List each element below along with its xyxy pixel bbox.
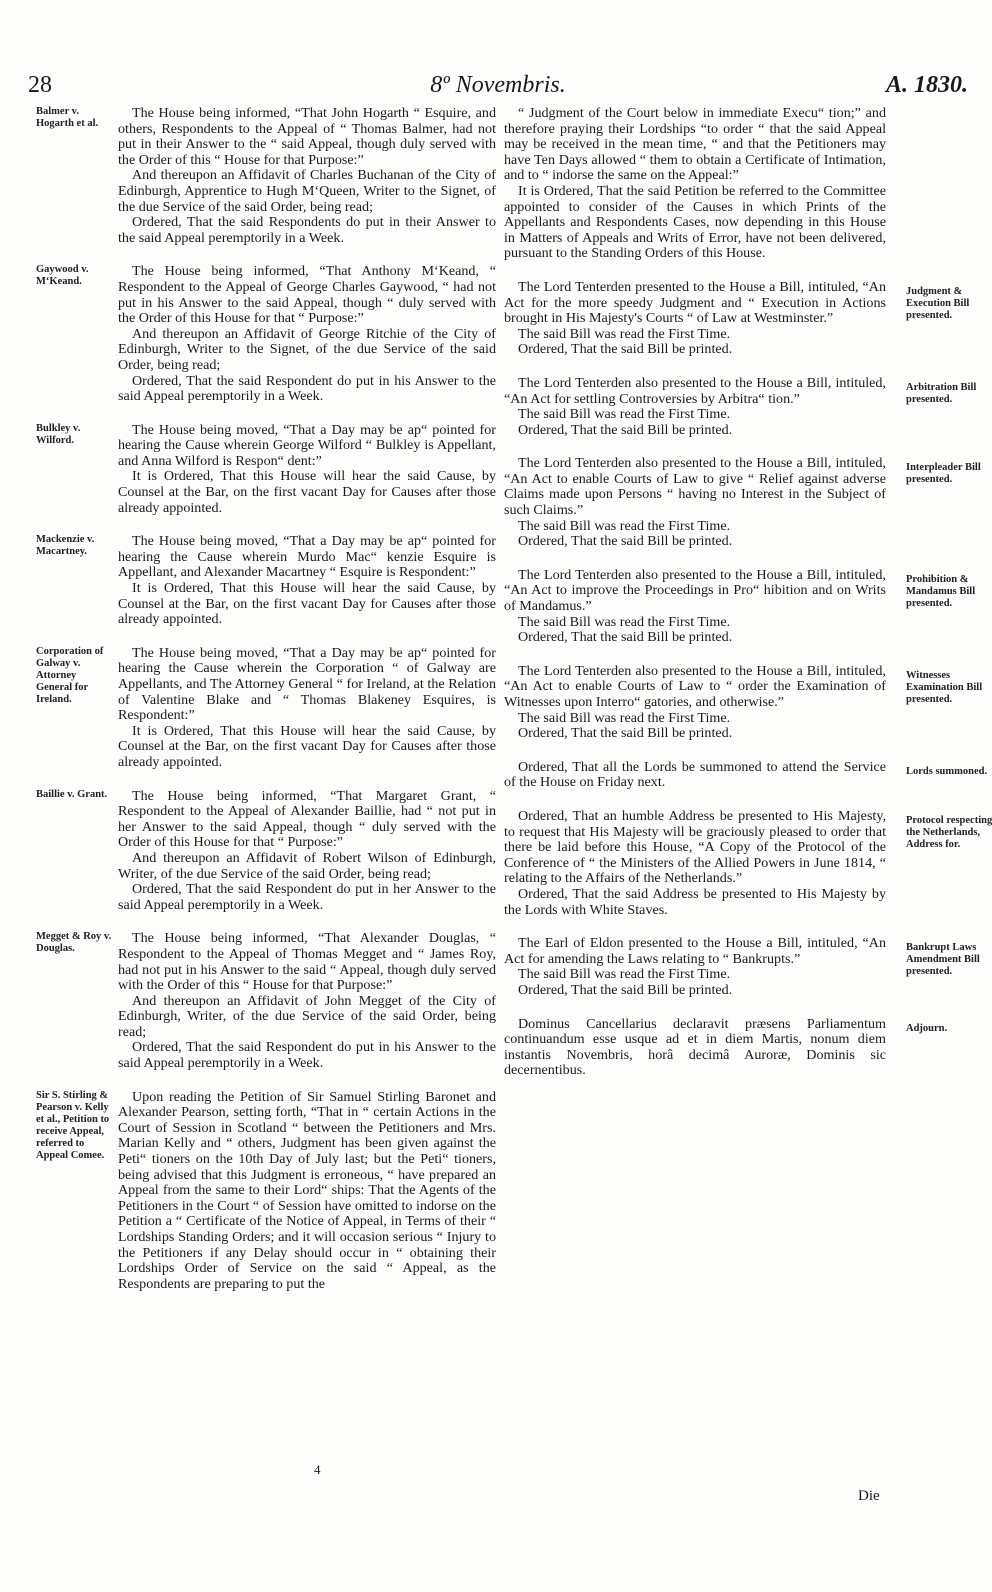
page-date: 8º Novembris. bbox=[430, 72, 566, 98]
signature-mark: 4 bbox=[314, 1462, 321, 1477]
margin-note: Gaywood v. M‘Keand. bbox=[36, 264, 89, 288]
journal-entry bbox=[504, 1015, 948, 1079]
entry-paragraph: The House being informed, “That Margaret Grant, “ Respondent to the Appeal of Alexander Baillie, had “ not put in her Answer to the said Appeal, though “ duly served with the Order of this House for that “ Purpose:” bbox=[118, 787, 496, 851]
entry-paragraph: The said Bill was read the First Time. bbox=[518, 709, 731, 726]
left-column bbox=[36, 105, 496, 1310]
journal-entry bbox=[504, 807, 992, 918]
entry-paragraph: Ordered, That an humble Address be presented to His Majesty, to request that His Majesty will be graciously pleased to order that there be laid before this House, “A Copy of the Protocol of the Conference of “ the Ministers of the Allied Powers in June 1814, “ relating to the Affairs of the Netherlands.” bbox=[504, 807, 886, 887]
entry-paragraph: The Lord Tenterden also presented to the House a Bill, intituled, “An Act to enable Courts of Law to “ order the Examination of Witnesses upon Interro“ gatories, and otherwise.” bbox=[504, 662, 886, 710]
entry-paragraph: The said Bill was read the First Time. bbox=[518, 406, 731, 423]
entry-paragraph: The House being informed, “That Alexander Douglas, “ Respondent to the Appeal of Thomas Megget and “ James Roy, had not put in his Answer to the said “ Appeal, though duly served with the Order of this “ House for that Purpose:” bbox=[118, 930, 496, 994]
entry-paragraph: And thereupon an Affidavit of George Ritchie of the City of Edinburgh, Writer to the Signet, of the due Service of the said Order, being read; bbox=[118, 325, 496, 373]
journal-entry bbox=[504, 935, 980, 998]
page-number: 28 bbox=[28, 72, 52, 98]
entry-paragraph: It is Ordered, That the said Petition be referred to the Committee appointed to consider of the Causes in which Prints of the Appellants and Respondents Cases, now depending in this House in Matters of Appeals and Writs of Error, have not been delivered, pursuant to the Standing Orders of this House. bbox=[504, 182, 886, 262]
catchword: Die bbox=[858, 1488, 880, 1504]
journal-entry bbox=[36, 930, 496, 1072]
entry-paragraph: It is Ordered, That this House will hear the said Cause, by Counsel at the Bar, on the first vacant Day for Causes after those already appointed. bbox=[118, 468, 496, 516]
entry-paragraph: The said Bill was read the First Time. bbox=[518, 966, 731, 983]
journal-entry bbox=[504, 278, 970, 358]
entry-paragraph: The House being moved, “That a Day may be ap“ pointed for hearing the Cause wherein George Wilford “ Bulkley is Appellant, and Anna Wilford is Respon“ dent:” bbox=[118, 421, 496, 469]
journal-entry bbox=[504, 106, 886, 262]
journal-entry bbox=[504, 566, 976, 646]
margin-note: Mackenzie v. Macartney. bbox=[36, 534, 95, 558]
margin-note: Balmer v. Hogarth et al. bbox=[36, 106, 99, 129]
entry-paragraph: The said Bill was read the First Time. bbox=[518, 613, 731, 630]
entry-paragraph: Ordered, That the said Respondent do put in his Answer to the said Appeal peremptorily in a Week. bbox=[118, 372, 496, 405]
margin-note: Megget & Roy v. Douglas. bbox=[36, 931, 112, 955]
entry-paragraph: The Lord Tenterden also presented to the House a Bill, intituled, “An Act to enable Courts of Law to give “ Relief against adverse Claims made upon Persons “ having no Interest in the Subject of such Claims.” bbox=[504, 455, 886, 519]
page-header bbox=[28, 72, 968, 104]
journal-entry bbox=[504, 455, 981, 550]
entry-paragraph: The said Bill was read the First Time. bbox=[518, 325, 731, 342]
entry-paragraph: It is Ordered, That this House will hear the said Cause, by Counsel at the Bar, on the first vacant Day for Causes after those already appointed. bbox=[118, 722, 496, 770]
entry-paragraph: The said Bill was read the First Time. bbox=[518, 517, 731, 534]
entry-paragraph: Ordered, That the said Bill be printed. bbox=[518, 981, 733, 998]
entry-paragraph: The House being moved, “That a Day may be ap“ pointed for hearing the Cause wherein the Corporation “ of Galway are Appellants, and The Attorney General “ for Ireland, at the Relation of Valentine Blake and “ Thomas Blakeney Esquires, is Respondent:” bbox=[118, 644, 496, 724]
entry-paragraph: The Lord Tenterden also presented to the House a Bill, intituled, “An Act for settling Controversies by Arbitra“ tion.” bbox=[504, 374, 886, 407]
entry-paragraph: Ordered, That the said Bill be printed. bbox=[518, 725, 733, 742]
journal-entry bbox=[36, 1088, 496, 1293]
margin-note: Prohibition & Mandamus Bill presented. bbox=[906, 573, 976, 609]
journal-entry bbox=[36, 105, 496, 246]
entry-paragraph: Ordered, That the said Bill be printed. bbox=[518, 421, 733, 438]
journal-entry bbox=[36, 421, 496, 517]
entry-paragraph: Dominus Cancellarius declaravit præsens Parliamentum continuandum esse usque ad et in diem Martis, nonum diem instantis Novembris, horâ decimâ Auroræ, Dominis sic decernentibus. bbox=[504, 1015, 886, 1079]
margin-note: Bankrupt Laws Amendment Bill presented. bbox=[906, 942, 980, 978]
margin-note: Protocol respecting the Netherlands, Address for. bbox=[906, 814, 992, 850]
entry-paragraph: Ordered, That the said Respondent do put in his Answer to the said Appeal peremptorily in a Week. bbox=[118, 1039, 496, 1072]
entry-paragraph: Ordered, That the said Bill be printed. bbox=[518, 629, 733, 646]
entry-paragraph: Ordered, That the said Bill be printed. bbox=[518, 533, 733, 550]
entry-paragraph: The House being moved, “That a Day may be ap“ pointed for hearing the Cause wherein Murdo Mac“ kenzie Esquire is Appellant, and Alexander Macartney “ Esquire is Respondent:” bbox=[118, 533, 496, 581]
margin-note: Arbitration Bill presented. bbox=[906, 381, 977, 405]
entry-paragraph: The House being informed, “That John Hogarth “ Esquire, and others, Respondents to the Appeal of “ Thomas Balmer, had not put in their Answer to the “ said Appeal, though duly served with the Order of this “ House for that Purpose:” bbox=[118, 105, 496, 168]
journal-entry bbox=[504, 374, 977, 438]
entry-paragraph: Upon reading the Petition of Sir Samuel Stirling Baronet and Alexander Pearson, setting forth, “That in “ certain Actions in the Court of Session in Scotland “ between the Petitioners and Mrs. Marian Kelly and “ others, Judgment has been given against the Peti“ tioners on the 10th Day of July last; but the Peti“ tioners, being advised that this Judgment is erroneous, “ have prepared an Appeal from the same to their Lord“ ships: That the Agents of the Petitioners in the Court “ of Session have omitted to indorse on the Petition a “ Certificate of the Notice of Appeal, in Terms of their “ Lordships Standing Orders; and it will occasion serious “ Injury to the Petitioners if any Delay should occur in “ obtaining their Lordships Order of Service on the said “ Appeal, as the Respondents are preparing to put the bbox=[118, 1088, 496, 1292]
journal-entry bbox=[504, 662, 983, 742]
entry-paragraph: Ordered, That all the Lords be summoned to attend the Service of the House on Friday next. bbox=[504, 758, 886, 791]
margin-note: Adjourn. bbox=[906, 1022, 948, 1034]
margin-note: Corporation of Galway v. Attorney General for Ireland. bbox=[36, 645, 104, 705]
entry-paragraph: And thereupon an Affidavit of John Megget of the City of Edinburgh, Writer, of the due Service of the said Order, being read; bbox=[118, 992, 496, 1040]
journal-entry bbox=[36, 787, 496, 914]
entry-paragraph: And thereupon an Affidavit of Robert Wilson of Edinburgh, Writer, of the due Service of the said Order, being read; bbox=[118, 849, 496, 882]
entry-paragraph: The Lord Tenterden presented to the House a Bill, intituled, “An Act for the more speedy Judgment and “ Execution in Actions brought in His Majesty's Courts “ of Law at Westminster.” bbox=[504, 278, 886, 327]
margin-note: Baillie v. Grant. bbox=[36, 788, 108, 800]
entry-paragraph: The Lord Tenterden also presented to the House a Bill, intituled, “An Act to improve the Proceedings in Pro“ hibition and on Writs of Mandamus.” bbox=[504, 566, 886, 615]
journal-entry bbox=[36, 644, 496, 771]
entry-paragraph: The Earl of Eldon presented to the House a Bill, intituled, “An Act for amending the Laws relating to “ Bankrupts.” bbox=[504, 935, 886, 967]
right-column bbox=[504, 105, 992, 1097]
entry-paragraph: And thereupon an Affidavit of Charles Buchanan of the City of Edinburgh, Apprentice to Hugh M‘Queen, Writer to the Signet, of the due Service of the said Order, being read; bbox=[118, 167, 496, 215]
margin-note: Bulkley v. Wilford. bbox=[36, 422, 81, 446]
journal-entry bbox=[36, 533, 496, 628]
margin-note: Lords summoned. bbox=[906, 765, 988, 777]
entry-paragraph: It is Ordered, That this House will hear the said Cause, by Counsel at the Bar, on the first vacant Day for Causes after those already appointed. bbox=[118, 580, 496, 628]
entry-paragraph: Ordered, That the said Address be presented to His Majesty by the Lords with White Staves. bbox=[504, 885, 886, 918]
journal-entry bbox=[36, 263, 496, 405]
entry-paragraph: Ordered, That the said Respondent do put in her Answer to the said Appeal peremptorily in a Week. bbox=[118, 881, 496, 913]
page-year: A. 1830. bbox=[885, 72, 968, 98]
margin-note: Sir S. Stirling & Pearson v. Kelly et al., Petition to receive Appeal, referred to Appeal Comee. bbox=[36, 1089, 110, 1161]
entry-paragraph: Ordered, That the said Respondents do put in their Answer to the said Appeal peremptorily in a Week. bbox=[118, 214, 496, 246]
margin-note: Interpleader Bill presented. bbox=[906, 462, 981, 486]
journal-entry bbox=[504, 758, 988, 791]
entry-paragraph: The House being informed, “That Anthony M‘Keand, “ Respondent to the Appeal of George Charles Gaywood, “ had not put in his Answer to the said Appeal, though “ duly served with the Order of this House for that “ Purpose:” bbox=[118, 263, 496, 327]
margin-note: Judgment & Execution Bill presented. bbox=[906, 285, 970, 321]
margin-note: Witnesses Examination Bill presented. bbox=[906, 669, 983, 705]
entry-paragraph: “ Judgment of the Court below in immediate Execu“ tion;” and therefore praying their Lordships “to order “ that the said Appeal may be received in the mean time, “ and that the Petitioners may have Ten Days allowed “ them to obtain a Certificate of Intimation, and to “ indorse the same on the Appeal:” bbox=[504, 105, 886, 184]
entry-paragraph: Ordered, That the said Bill be printed. bbox=[518, 341, 733, 358]
